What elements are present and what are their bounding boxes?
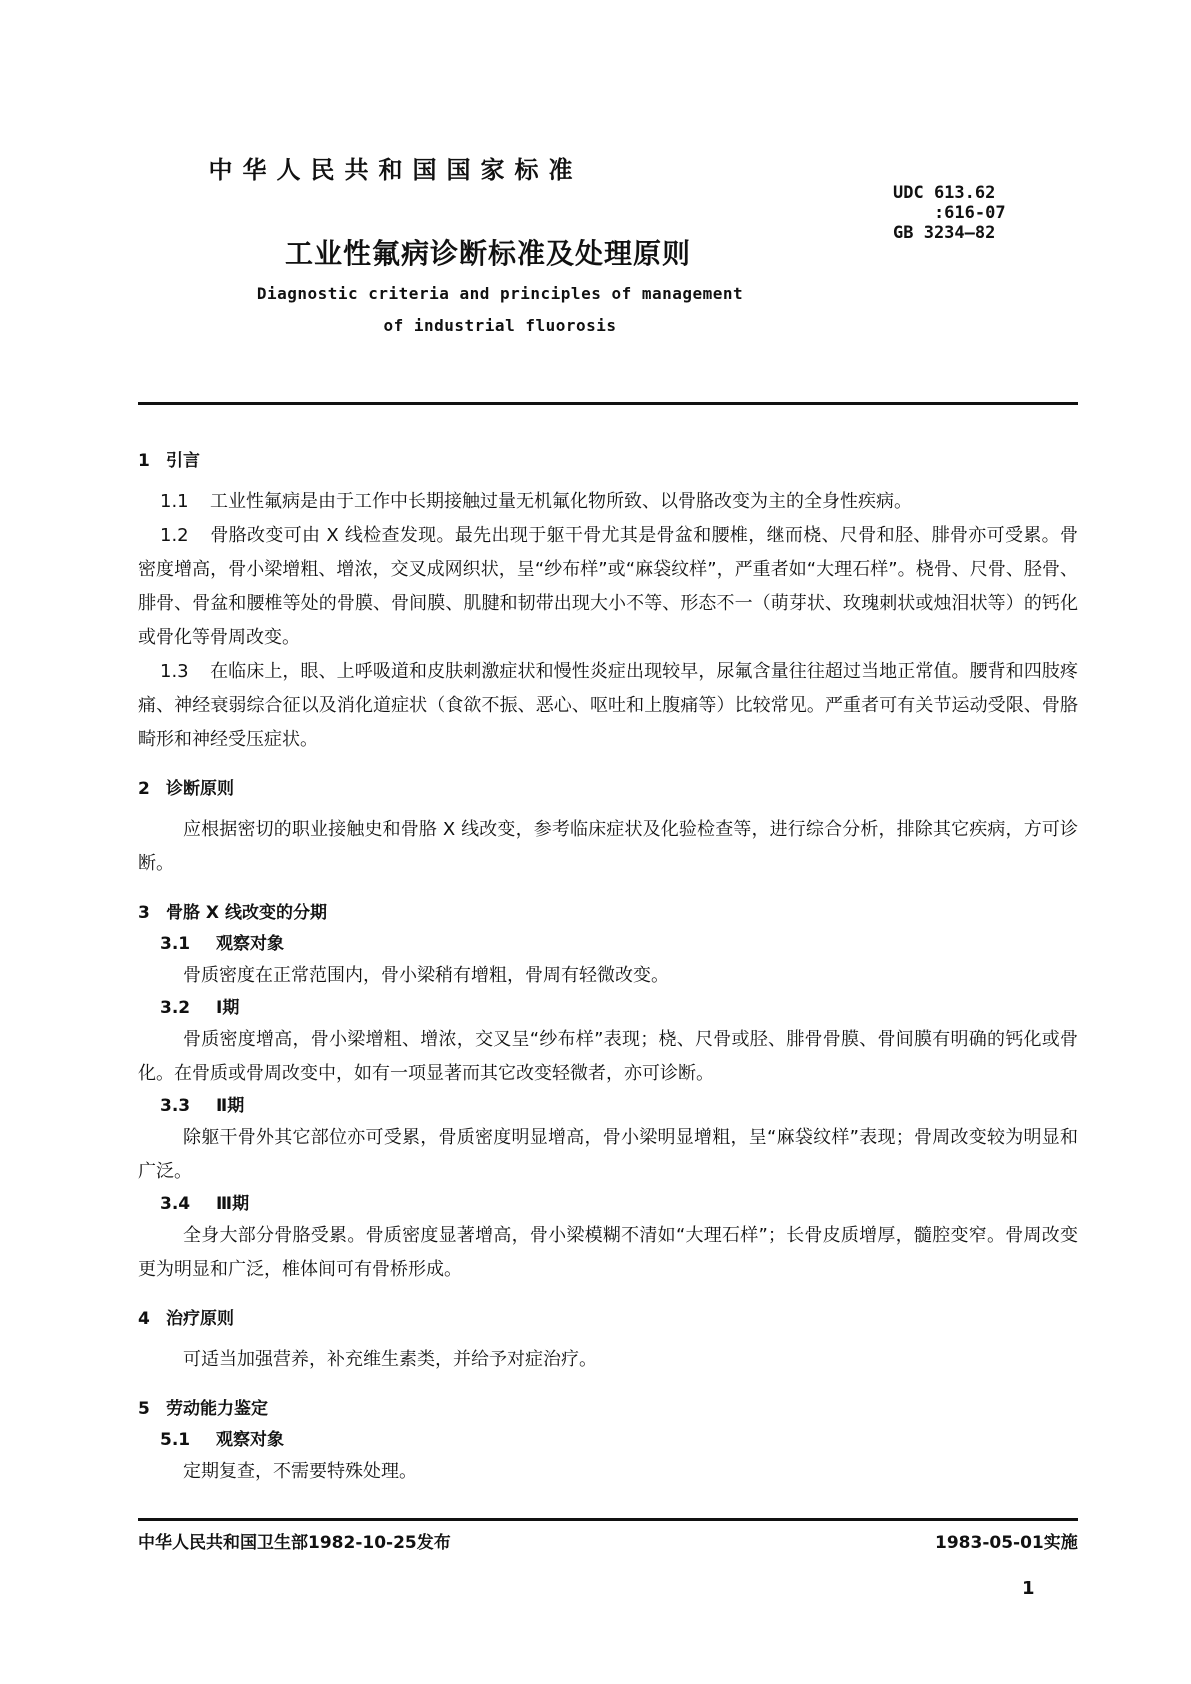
clause-3-1-text: 骨质密度在正常范围内，骨小梁稍有增粗，骨周有轻微改变。 bbox=[183, 965, 669, 986]
bottom-divider bbox=[138, 1518, 1078, 1521]
clause-1-2 bbox=[138, 519, 1078, 655]
section-2-heading bbox=[138, 773, 1078, 805]
effective-date: 1983-05-01实施 bbox=[935, 1533, 1078, 1553]
section-number: 1 bbox=[138, 451, 150, 471]
clause-3-2-heading bbox=[138, 993, 1078, 1023]
clause-number: 3.2 bbox=[160, 998, 191, 1018]
clause-title: Ⅰ期 bbox=[216, 998, 240, 1018]
issue-date: 中华人民共和国卫生部1982-10-25发布 bbox=[138, 1533, 451, 1553]
clause-3-3-heading bbox=[138, 1091, 1078, 1121]
clause-3-1-heading bbox=[138, 929, 1078, 959]
page-number: 1 bbox=[1022, 1578, 1035, 1599]
document-body bbox=[138, 445, 1078, 1489]
section-title: 引言 bbox=[166, 451, 200, 471]
clause-title: 观察对象 bbox=[216, 1430, 284, 1450]
clause-3-4-text: 全身大部分骨胳受累。骨质密度显著增高，骨小梁模糊不清如“大理石样”；长骨皮质增厚，髓腔变窄。骨周改变更为明显和广泛，椎体间可有骨桥形成。 bbox=[138, 1225, 1078, 1280]
section-3-heading bbox=[138, 897, 1078, 929]
title-en-line2: of industrial fluorosis bbox=[383, 316, 617, 335]
issuer-heading: 中华人民共和国国家标准 bbox=[208, 156, 583, 184]
section-5-heading bbox=[138, 1393, 1078, 1425]
clause-number: 3.3 bbox=[160, 1096, 191, 1116]
section-number: 2 bbox=[138, 779, 150, 799]
section-1-heading bbox=[138, 445, 1078, 477]
clause-number: 3.4 bbox=[160, 1194, 191, 1214]
section-title: 骨胳 X 线改变的分期 bbox=[166, 903, 327, 923]
clause-text: 工业性氟病是由于工作中长期接触过量无机氟化物所致、以骨胳改变为主的全身性疾病。 bbox=[210, 491, 912, 512]
section-number: 5 bbox=[138, 1399, 150, 1419]
section-title: 治疗原则 bbox=[166, 1309, 234, 1329]
clause-text: 骨胳改变可由 X 线检查发现。最先出现于躯干骨尤其是骨盆和腰椎，继而桡、尺骨和胫、腓骨亦可受累。骨密度增高，骨小梁增粗、增浓，交叉成网织状，呈“纱布样”或“麻袋纹样”，严重者如“大理石样”。桡骨、尺骨、胫骨、腓骨、骨盆和腰椎等处的骨膜、骨间膜、肌腱和韧带出现大小不等、形态不一（萌芽状、玫瑰刺状或烛泪状等）的钙化或骨化等骨周改变。 bbox=[138, 525, 1078, 648]
clause-text: 在临床上，眼、上呼吸道和皮肤刺激症状和慢性炎症出现较早，尿氟含量往往超过当地正常值。腰背和四肢疼痛、神经衰弱综合征以及消化道症状（食欲不振、恶心、呕吐和上腹痛等）比较常见。严重者可有关节运动受限、骨胳畸形和神经受压症状。 bbox=[138, 661, 1078, 750]
clause-number: 3.1 bbox=[160, 934, 191, 954]
clause-number: 5.1 bbox=[160, 1430, 191, 1450]
clause-title: Ⅲ期 bbox=[216, 1194, 250, 1214]
section-number: 4 bbox=[138, 1309, 150, 1329]
section-number: 3 bbox=[138, 903, 150, 923]
clause-number: 1.1 bbox=[160, 491, 189, 512]
clause-1-3 bbox=[138, 655, 1078, 757]
title-en-line1: Diagnostic criteria and principles of management bbox=[256, 284, 744, 303]
clause-number: 1.3 bbox=[160, 661, 189, 682]
clause-title: Ⅱ期 bbox=[216, 1096, 245, 1116]
section-title: 劳动能力鉴定 bbox=[166, 1399, 268, 1419]
clause-5-1-heading bbox=[138, 1425, 1078, 1455]
clause-3-3-text: 除躯干骨外其它部位亦可受累，骨质密度明显增高，骨小梁明显增粗，呈“麻袋纹样”表现；骨周改变较为明显和广泛。 bbox=[138, 1127, 1078, 1182]
clause-1-1 bbox=[138, 485, 1078, 519]
udc-code-line1: UDC 613.62 bbox=[893, 183, 996, 203]
clause-title: 观察对象 bbox=[216, 934, 284, 954]
section-4-text: 可适当加强营养，补充维生素类，并给予对症治疗。 bbox=[183, 1349, 597, 1370]
section-2-text: 应根据密切的职业接触史和骨胳 X 线改变，参考临床症状及化验检查等，进行综合分析，排除其它疾病，方可诊断。 bbox=[138, 819, 1078, 874]
gb-code: GB 3234—82 bbox=[893, 223, 996, 243]
clause-3-4-heading bbox=[138, 1189, 1078, 1219]
udc-code-line2: :616-07 bbox=[893, 203, 1006, 223]
clause-number: 1.2 bbox=[160, 525, 189, 546]
top-divider bbox=[138, 402, 1078, 405]
section-title: 诊断原则 bbox=[166, 779, 234, 799]
clause-5-1-text: 定期复查，不需要特殊处理。 bbox=[183, 1461, 417, 1482]
section-4-heading bbox=[138, 1303, 1078, 1335]
classification-codes bbox=[893, 183, 1006, 243]
document-title-en bbox=[235, 278, 765, 342]
document-title-cn: 工业性氟病诊断标准及处理原则 bbox=[285, 237, 692, 270]
clause-3-2-text: 骨质密度增高，骨小梁增粗、增浓，交叉呈“纱布样”表现；桡、尺骨或胫、腓骨骨膜、骨间膜有明确的钙化或骨化。在骨质或骨周改变中，如有一项显著而其它改变轻微者，亦可诊断。 bbox=[138, 1029, 1078, 1084]
